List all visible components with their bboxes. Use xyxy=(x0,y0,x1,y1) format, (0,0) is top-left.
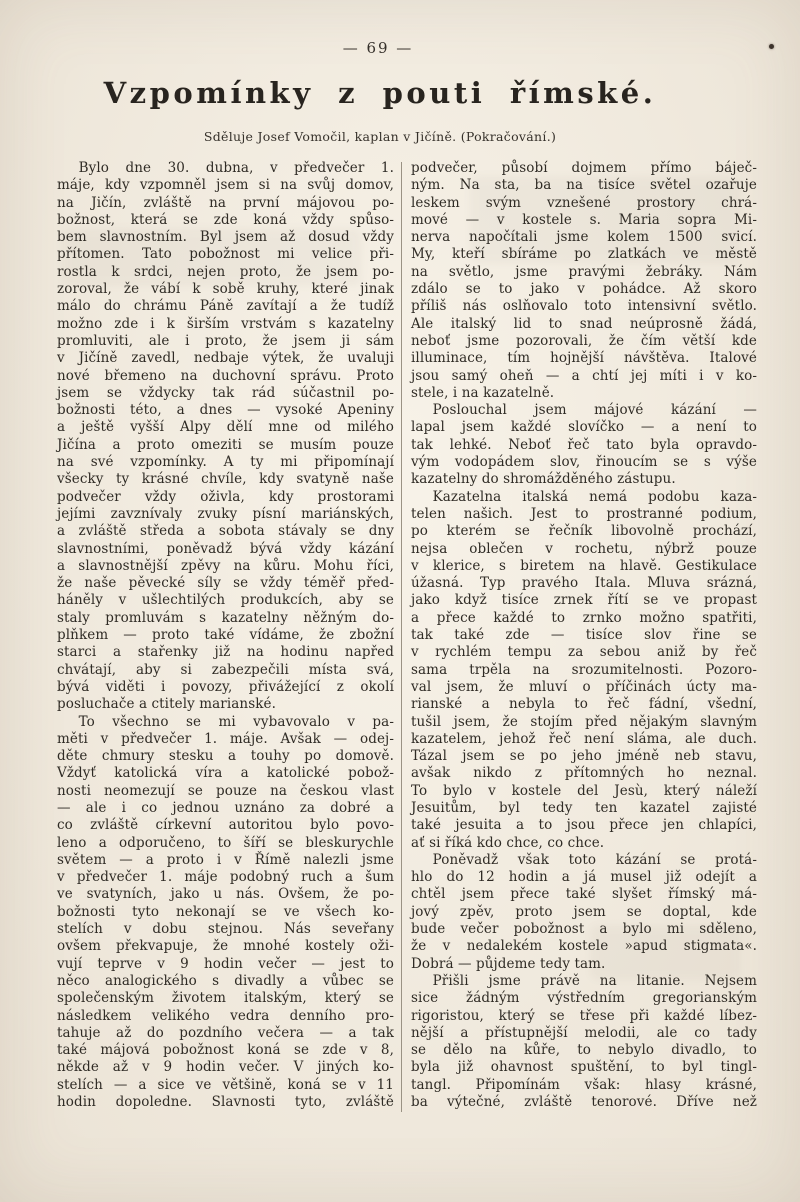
text-line: bude večer pobožnost a bylo mi sděleno, xyxy=(411,921,757,938)
text-line: lapal jsem každé slovíčko — a není to xyxy=(411,419,757,436)
text-line: stelích v dobu stejnou. Nás seveřany xyxy=(57,921,394,938)
text-line: po kterém se řečník libovolně prochází, xyxy=(411,523,757,540)
text-line: neboť jsme pozorovali, že čím větší kde xyxy=(411,332,757,349)
text-line: se dělo na kůře, to nebylo divadlo, to xyxy=(411,1042,757,1059)
text-line: rianské a nebyla to řeč fádní, všední, xyxy=(411,696,757,713)
text-line: My, kteří sbíráme po zlatkách ve městě xyxy=(411,246,757,263)
text-line: božnosti tyto nekonají se ve všech ko- xyxy=(57,903,394,920)
article-title: Vzpomínky z pouti římské. xyxy=(103,76,657,110)
text-line: sice žádným výstředním gregorianským xyxy=(411,990,757,1007)
text-line: slavnostními, poněvadž bývá vždy kázání xyxy=(57,540,394,557)
text-line: v klerice, s biretem na hlavě. Gestikulace xyxy=(411,557,757,574)
text-line: jový zpěv, proto jsem se doptal, kde xyxy=(411,903,757,920)
text-line: Přišli jsme právě na litanie. Nejsem xyxy=(432,972,757,989)
text-line: také májová pobožnost koná se zde v 8, xyxy=(57,1042,394,1059)
text-line: měti v předvečer 1. máje. Avšak — odej- xyxy=(57,730,394,747)
text-line: kazatelem, jehož řeč není sláma, ale duch. xyxy=(411,730,757,747)
text-line: jejími zavznívaly zvuky písní mariánských, xyxy=(57,505,394,522)
text-line: val jsem, že mluví o příčinách úcty ma- xyxy=(411,678,757,695)
text-line: Ale italský lid to snad neúprosně žádá, xyxy=(411,315,757,332)
text-line: háněly v ušlechtilých produkcích, aby se xyxy=(57,592,394,609)
text-line: všecky ty krásné chvíle, kdy svatyně naše xyxy=(57,471,394,488)
text-line: Bylo dne 30. dubna, v předvečer 1. xyxy=(78,160,394,176)
text-line: kazatelny do shromážděného zástupu. xyxy=(411,471,676,488)
text-line: hodin dopoledne. Slavnosti tyto, zvláště xyxy=(57,1094,394,1111)
text-line: To bylo v kostele del Jesù, který náleží xyxy=(411,782,757,799)
text-line: jsem se vždycky tak rád súčastnil po- xyxy=(57,384,394,401)
text-line: Kazatelna italská nemá podobu kaza- xyxy=(432,488,757,505)
text-line: na své vzpomínky. A ty mi připomínají xyxy=(57,454,394,471)
text-line: staly promluvám s kazatelny něžným do- xyxy=(57,609,394,626)
text-line: Jesuitům, byl tedy ten kazatel zajisté xyxy=(411,799,757,816)
text-line: a slavnostnější zpěvy na kůru. Mohu říci, xyxy=(57,557,394,574)
text-line: v předvečer 1. máje podobný ruch a šum xyxy=(57,869,394,886)
text-line: ba výtečné, zvláště tenorové. Dříve než xyxy=(411,1094,757,1111)
text-line: něco analogického s divadly a vůbec se xyxy=(57,972,394,989)
text-column-right xyxy=(411,160,757,1111)
text-line: že v nedalekém kostele »apud stigmata«. xyxy=(411,938,757,955)
text-line: chtěl jsem přece také slyšet římský má- xyxy=(411,886,757,903)
text-line: sama trpěla na srozumitelnosti. Pozoro- xyxy=(411,661,757,678)
text-line: děte chmury stesku a touhy po domově. xyxy=(57,748,394,765)
text-line: Dobrá — půjdeme tedy tam. xyxy=(411,955,606,972)
text-line: ným. Na sta, ba na tisíce světel ozařuje xyxy=(411,177,757,194)
text-line: ovšem překvapuje, že mnohé kostely oži- xyxy=(57,938,394,955)
text-line: na Jičín, zvláště na první májovou po- xyxy=(57,194,394,211)
text-line: a přece každé to zrnko možno spatřiti, xyxy=(411,609,757,626)
text-line: byla již ohavnost spuštění, to byl tingl- xyxy=(411,1059,757,1076)
text-line: úžasná. Typ pravého Itala. Mluva srázná, xyxy=(411,575,757,592)
text-line: někde až v 9 hodin večer. V jiných ko- xyxy=(57,1059,394,1076)
text-line: zoroval, že vábí k sobě kruhy, které jinak xyxy=(57,281,394,298)
article-subtitle: Sděluje Josef Vomočil, kaplan v Jičíně. (Pokračování.) xyxy=(203,129,557,144)
text-line: chvátají, aby si zabezpečili místa svá, xyxy=(57,661,394,678)
text-line: bývá viděti i povozy, přivážející z okolí xyxy=(57,678,394,695)
text-line: nější a přístupnější melodii, ale co tady xyxy=(411,1024,757,1041)
text-line: bem slavnostním. Byl jsem až dosud vždy xyxy=(57,229,394,246)
scan-speck xyxy=(769,44,774,49)
text-line: v Jičíně zavedl, nedbaje výtek, že uvaluji xyxy=(57,350,394,367)
text-line: vují teprve v 9 hodin večer — jest to xyxy=(57,955,394,972)
text-line: leno a odporučeno, to šíří se bleskurychle xyxy=(57,834,394,851)
page-number: — 69 — xyxy=(342,39,414,57)
text-line: podvečer, působí dojmem přímo báječ- xyxy=(411,160,757,176)
text-line: plňkem — proto také vídáme, že zbožní xyxy=(57,627,394,644)
text-line: rigoristou, který se třese při každé líbez- xyxy=(411,1007,757,1024)
text-line: božnosti této, a dnes — vysoké Apeniny xyxy=(57,402,394,419)
text-line: tangl. Připomínám však: hlasy krásné, xyxy=(411,1076,757,1093)
text-line: a ještě vyšší Alpy dělí mne od milého xyxy=(57,419,394,436)
text-line: stelích — a sice ve většině, koná se v 11 xyxy=(57,1076,394,1093)
text-line: v rychlém tempu za sebou aniž by řeč xyxy=(411,644,757,661)
text-line: ve svatyních, jako u nás. Ovšem, že po- xyxy=(57,886,394,903)
text-line: promluviti, ale i proto, že jsem ji sám xyxy=(57,332,394,349)
text-line: stele, i na kazatelně. xyxy=(411,384,555,401)
text-line: tušil jsem, že stojím před nějakým slavným xyxy=(411,713,757,730)
text-line: vým vodopádem slov, řinoucím se s výše xyxy=(411,454,757,471)
text-line: posluchače a ctitely marianské. xyxy=(57,696,277,713)
text-line: ať si říká kdo chce, co chce. xyxy=(411,834,605,851)
text-line: starci a stařenky již na hodinu napřed xyxy=(57,644,394,661)
text-line: a zvláště středa a sobota stávaly se dny xyxy=(57,523,394,540)
text-line: jsou samý oheň — a chtí jej míti i v ko- xyxy=(411,367,757,384)
text-line: světem — a proto i v Římě nalezli jsme xyxy=(57,851,394,868)
text-line: To všechno se mi vybavovalo v pa- xyxy=(78,713,394,730)
text-line: co zvláště církevní autoritou bylo povo- xyxy=(57,817,394,834)
text-line: nerva napočítali jsme kolem 1500 svicí. xyxy=(411,229,757,246)
text-column-left xyxy=(57,160,394,1111)
text-line: telen našich. Jest to prostranné podium, xyxy=(411,505,757,522)
text-line: leskem svým vznešené prostory chrá- xyxy=(411,194,757,211)
column-rule xyxy=(401,162,402,1112)
text-line: Poněvadž však toto kázání se protá- xyxy=(432,851,757,868)
text-line: podvečer vždy oživla, kdy prostorami xyxy=(57,488,394,505)
text-line: možno zde i k širším vrstvám s kazatelny xyxy=(57,315,394,332)
text-line: málo do chrámu Páně zavítají a že tudíž xyxy=(57,298,394,315)
text-line: božnost, která se zde koná vždy spůso- xyxy=(57,211,394,228)
text-line: přítomen. Tato pobožnost mi velice při- xyxy=(57,246,394,263)
text-line: příliš nás oslňovalo toto intensivní světlo. xyxy=(411,298,757,315)
text-line: Poslouchal jsem májové kázání — xyxy=(432,402,757,419)
text-line: hlo do 12 hodin a já musel již odejít a xyxy=(411,869,757,886)
text-line: Tázal jsem se po jeho jméně neb stavu, xyxy=(411,748,757,765)
text-line: illuminace, tím hojnější návštěva. Italové xyxy=(411,350,757,367)
text-line: tahuje až do pozdního večera — a tak xyxy=(57,1024,394,1041)
text-line: tak lehké. Neboť řeč tato byla opravdo- xyxy=(411,436,757,453)
text-line: Vždyť katolická víra a katolické pobož- xyxy=(57,765,394,782)
text-line: že naše pěvecké síly se vždy téměř před- xyxy=(57,575,394,592)
text-line: Jičína a proto omeziti se musím pouze xyxy=(57,436,394,453)
text-line: jako když tisíce zrnek řítí se ve propast xyxy=(411,592,757,609)
text-line: nejsa oblečen v rochetu, nýbrž pouze xyxy=(411,540,757,557)
text-line: tak také zde — tisíce slov řine se xyxy=(411,627,757,644)
text-line: na světlo, jsme pravými žebráky. Nám xyxy=(411,263,757,280)
text-line: zdálo se to jako v pohádce. Až skoro xyxy=(411,281,757,298)
text-line: následkem velikého vedra denního pro- xyxy=(57,1007,394,1024)
text-line: společenským životem italským, který se xyxy=(57,990,394,1007)
text-line: rostla k srdci, nejen proto, že jsem po- xyxy=(57,263,394,280)
text-line: — ale i co jednou uznáno za dobré a xyxy=(57,799,394,816)
text-line: také jesuita a to jsou přece jen chlapíci, xyxy=(411,817,757,834)
text-line: nosti neomezují se pouze na českou vlast xyxy=(57,782,394,799)
text-line: nové břemeno na duchovní správu. Proto xyxy=(57,367,394,384)
text-line: avšak nikdo z přítomných ho neznal. xyxy=(411,765,757,782)
text-line: máje, kdy vzpomněl jsem si na svůj domov, xyxy=(57,177,394,194)
text-line: mové — v kostele s. Maria sopra Mi- xyxy=(411,211,757,228)
